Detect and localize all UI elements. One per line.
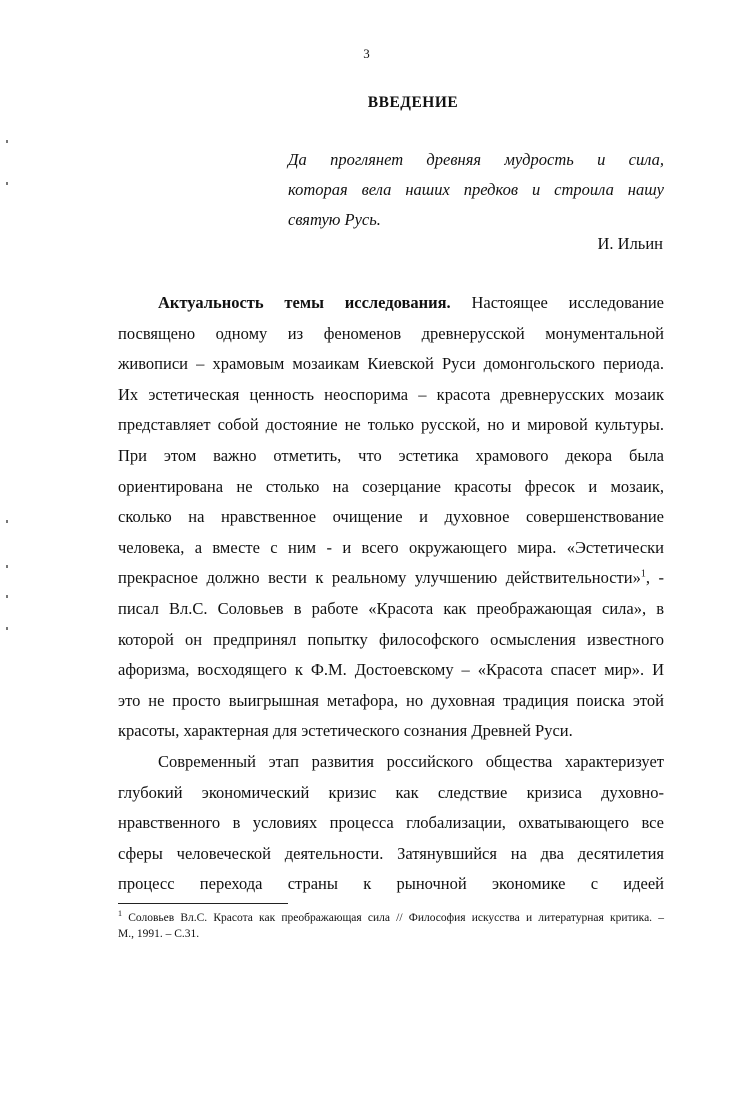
epigraph (288, 145, 664, 235)
paragraph-line: глубокий экономический кризис как следствие кризиса духовно- (118, 782, 664, 802)
epigraph-author: И. Ильин (597, 234, 663, 253)
lead-rest: Настоящее исследование (450, 293, 665, 312)
quote-tail: , - (645, 568, 664, 588)
footnote-text: Соловьев Вл.С. Красота как преображающая сила // Философия искусства и литературная критика. – (122, 911, 664, 924)
footnote-reference: 1 (640, 568, 646, 580)
epigraph-line: святую Русь. (288, 210, 381, 229)
main-text (118, 288, 664, 900)
paragraph-line: Их эстетическая ценность неоспорима – красота древнерусских мозаик (118, 384, 664, 404)
footnote (118, 906, 664, 942)
epigraph-line: Да проглянет древняя мудрость и сила, (288, 150, 664, 169)
section-lead: Актуальность темы исследования. (158, 293, 451, 312)
paragraph-line: это не просто выигрышная метафора, но духовная традиция поиска этой (118, 690, 664, 710)
footnote-divider (118, 903, 288, 904)
scan-mark (6, 140, 8, 143)
paragraph-line: посвящено одному из феноменов древнерусской монументальной (118, 323, 664, 343)
paragraph-line (118, 563, 664, 594)
epigraph-line: которая вела наших предков и строила нашу (288, 180, 664, 199)
paragraph-line: афоризма, восходящего к Ф.М. Достоевскому – «Красота спасет мир». И (118, 660, 664, 680)
page-title: ВВЕДЕНИЕ (367, 94, 459, 111)
quote-text: прекрасное должно вести к реальному улучшению действительности» (118, 568, 641, 588)
scan-mark (6, 627, 8, 630)
scan-mark (6, 595, 8, 598)
scan-mark (6, 182, 8, 185)
paragraph-line: писал Вл.С. Соловьев в работе «Красота как преображающая сила», в (118, 598, 664, 618)
paragraph-line: Современный этап развития российского общества характеризует (158, 751, 664, 771)
scan-mark (6, 565, 8, 568)
page-number: 3 (363, 46, 370, 61)
paragraph-line: нравственного в условиях процесса глобализации, охватывающего все (118, 813, 664, 833)
paragraph-line: которой он предпринял попытку философского осмысления известного (118, 629, 664, 649)
paragraph-line: ориентирована не столько на созерцание красоты фресок и мозаик, (118, 476, 664, 496)
paragraph-line: сколько на нравственное очищение и духовное совершенствование (118, 507, 664, 527)
paragraph-line: процесс перехода страны к рыночной экономике с идеей (118, 874, 664, 894)
footnote-line (118, 906, 664, 926)
paragraph-line: сферы человеческой деятельности. Затянувшийся на два десятилетия (118, 843, 664, 863)
scan-mark (6, 520, 8, 523)
paragraph-line: При этом важно отметить, что эстетика храмового декора была (118, 445, 664, 465)
footnote-line: М., 1991. – С.31. (118, 927, 200, 940)
paragraph-line: человека, а вместе с ним - и всего окружающего мира. «Эстетически (118, 537, 664, 557)
paragraph-line: представляет собой достояние не только русской, но и мировой культуры. (118, 415, 664, 435)
paragraph-line (118, 288, 664, 319)
paragraph-line: живописи – храмовым мозаикам Киевской Руси домонгольского периода. (118, 354, 664, 374)
footnote-marker: 1 (118, 909, 122, 918)
paragraph-line: красоты, характерная для эстетического сознания Древней Руси. (118, 721, 573, 741)
